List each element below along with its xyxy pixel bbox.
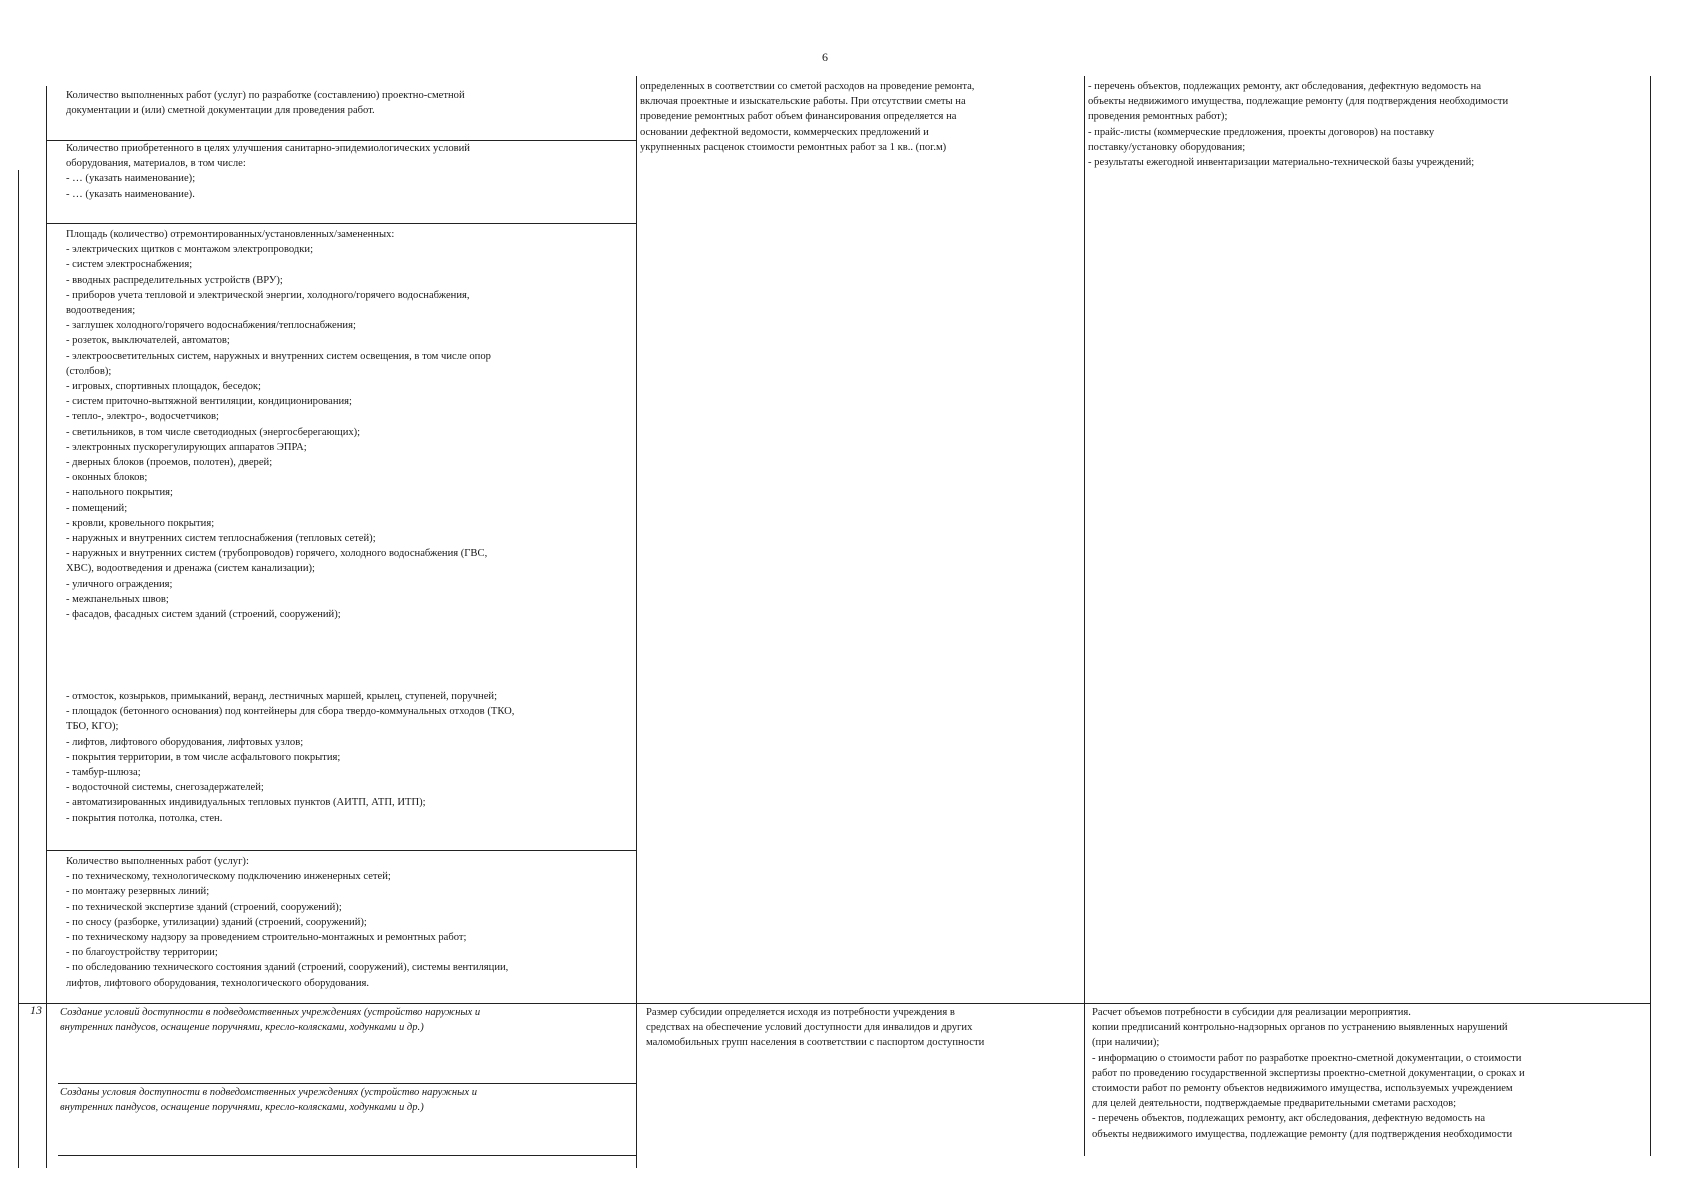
text-line: (столбов); (66, 365, 112, 377)
text-line: - отмосток, козырьков, примыканий, веранд, лестничных маршей, крылец, ступеней, поручней; (66, 691, 498, 702)
text-line: оборудования, материалов, в том числе: (66, 158, 246, 170)
table-right-border (1650, 76, 1651, 1156)
text-line: маломобильных групп населения в соответствии с паспортом доступности (646, 1037, 985, 1049)
text-line: - дверных блоков (проемов, полотен), дверей; (66, 457, 273, 469)
text-line: - игровых, спортивных площадок, беседок; (66, 381, 261, 393)
text-line: - кровли, кровельного покрытия; (66, 517, 215, 529)
text-line: лифтов, лифтового оборудования, технологического оборудования. (66, 977, 370, 989)
text-line: определенных в соответствии со сметой расходов на проведение ремонта, (640, 81, 975, 92)
text-line: средствах на обеспечение условий доступности для инвалидов и других (646, 1022, 973, 1034)
accessibility-measure (60, 1005, 480, 1035)
text-line: (при наличии); (1092, 1037, 1160, 1049)
text-line: - наружных и внутренних систем (трубопроводов) горячего, холодного водоснабжения (ГВС, (66, 548, 488, 560)
text-line: - информацию о стоимости работ по разработке проектно-сметной документации, о стоимости (1092, 1052, 1522, 1064)
indicator-repaired-items (66, 227, 491, 622)
text-line: - межпанельных швов; (66, 593, 169, 605)
text-line: для целей деятельности, подтверждаемые предварительными сметами расходов; (1092, 1098, 1457, 1110)
text-line: Расчет объемов потребности в субсидии для реализации мероприятия. (1092, 1007, 1411, 1018)
page-number: 6 (822, 50, 828, 64)
text-line: - тамбур-шлюза; (66, 767, 141, 779)
text-line: - электронных пускорегулирующих аппаратов ЭПРА; (66, 441, 307, 453)
text-line: - по монтажу резервных линий; (66, 886, 210, 898)
text-line: ХВС), водоотведения и дренажа (систем канализации); (66, 563, 315, 575)
divider-b2-b3 (46, 223, 636, 224)
text-line: - оконных блоков; (66, 472, 148, 484)
subsidy-supporting-documents (1092, 1005, 1525, 1142)
text-line: Количество выполненных работ (услуг): (66, 856, 249, 867)
text-line: - по обследованию технического состояния зданий (строений, сооружений), системы вентиляции, (66, 962, 509, 974)
text-line: - электроосветительных систем, наружных и внутренних систем освещения, в том числе опор (66, 350, 491, 362)
indicator-performed-services (66, 854, 508, 991)
text-line: - по техническому, технологическому подключению инженерных сетей; (66, 871, 391, 883)
text-line: Количество выполненных работ (услуг) по разработке (составлению) проектно-сметной (66, 90, 465, 101)
text-line: Площадь (количество) отремонтированных/установленных/замененных: (66, 229, 395, 240)
text-line: - по сносу (разборке, утилизации) зданий (строений, сооружений); (66, 916, 367, 928)
text-line: - лифтов, лифтового оборудования, лифтовых узлов; (66, 736, 304, 748)
table-col3-right-border (1084, 76, 1085, 1156)
text-line: - площадок (бетонного основания) под контейнеры для сбора твердо-коммунальных отходов (ТКО, (66, 706, 515, 718)
text-line: - … (указать наименование); (66, 173, 196, 185)
text-line: - по технической экспертизе зданий (строений, сооружений); (66, 901, 342, 913)
text-line: - автоматизированных индивидуальных тепловых пунктов (АИТП, АТП, ИТП); (66, 797, 426, 809)
text-line: - приборов учета тепловой и электрической энергии, холодного/горячего водоснабжения, (66, 289, 470, 301)
text-line: - покрытия территории, в том числе асфальтового покрытия; (66, 751, 341, 763)
text-line: - помещений; (66, 502, 128, 514)
row-number: 13 (30, 1003, 42, 1017)
text-line: поставку/установку оборудования; (1088, 141, 1246, 153)
divider-b3-b4 (46, 850, 636, 851)
accessibility-result (60, 1085, 477, 1115)
text-line: объекты недвижимого имущества, подлежащие ремонту (для подтверждения необходимости (1092, 1128, 1513, 1140)
text-line: - розеток, выключателей, автоматов; (66, 335, 230, 347)
text-line: Создание условий доступности в подведомственных учреждениях (устройство наружных и (60, 1007, 481, 1018)
text-line: водоотведения; (66, 305, 136, 317)
text-line: основании дефектной ведомости, коммерческих предложений и (640, 126, 929, 138)
row-divider-12-13 (18, 1003, 1650, 1004)
text-line: - вводных распределительных устройств (ВРУ); (66, 274, 283, 286)
text-line: проведения ремонтных работ); (1088, 111, 1228, 123)
text-line: стоимости работ по ремонту объектов недвижимого имущества, используемых учреждением (1092, 1083, 1513, 1095)
required-documents-list (1088, 79, 1508, 170)
text-line: объекты недвижимого имущества, подлежащие ремонту (для подтверждения необходимости (1088, 96, 1509, 108)
indicator-repaired-items-continued (66, 689, 514, 826)
text-line: - покрытия потолка, потолка, стен. (66, 812, 223, 824)
text-line: Количество приобретенного в целях улучшения санитарно-эпидемиологических условий (66, 143, 470, 154)
text-line: укрупненных расценок стоимости ремонтных работ за 1 кв.. (пог.м) (640, 141, 947, 153)
text-line: - перечень объектов, подлежащих ремонту, акт обследования, дефектную ведомость на (1092, 1113, 1486, 1125)
text-line: внутренних пандусов, оснащение поручнями, кресло-колясками, ходунками и др.) (60, 1102, 424, 1114)
text-line: включая проектные и изыскательские работы. При отсутствии сметы на (640, 96, 966, 108)
funding-calculation-method (640, 79, 974, 155)
text-line: - систем электроснабжения; (66, 259, 193, 271)
table-bottom-border (58, 1155, 636, 1156)
text-line: - систем приточно-вытяжной вентиляции, кондиционирования; (66, 396, 352, 408)
indicator-equipment-purchase (66, 141, 470, 202)
subsidy-size-method (646, 1005, 984, 1051)
text-line: - результаты ежегодной инвентаризации материально-технической базы учреждений; (1088, 157, 1475, 169)
text-line: - перечень объектов, подлежащих ремонту, акт обследования, дефектную ведомость на (1088, 81, 1482, 92)
text-line: копии предписаний контрольно-надзорных органов по устранению выявленных нарушений (1092, 1022, 1508, 1034)
text-line: проведение ремонтных работ объем финансирования определяется на (640, 111, 957, 123)
text-line: Размер субсидии определяется исходя из потребности учреждения в (646, 1007, 955, 1018)
text-line: - светильников, в том числе светодиодных (энергосберегающих); (66, 426, 361, 438)
text-line: документации и (или) сметной документации для проведения работ. (66, 105, 375, 117)
text-line: Созданы условия доступности в подведомственных учреждениях (устройство наружных и (60, 1087, 478, 1098)
divider-13-b1-b2 (58, 1083, 636, 1084)
text-line: - фасадов, фасадных систем зданий (строений, сооружений); (66, 609, 341, 621)
text-line: - наружных и внутренних систем теплоснабжения (тепловых сетей); (66, 533, 376, 545)
table-col2-left-border (46, 86, 47, 1168)
text-line: - заглушек холодного/горячего водоснабжения/теплоснабжения; (66, 320, 356, 332)
text-line: ТБО, КГО); (66, 721, 119, 733)
text-line: - электрических щитков с монтажом электропроводки; (66, 244, 314, 256)
text-line: - по благоустройству территории; (66, 947, 218, 959)
text-line: работ по проведению государственной экспертизы проектно-сметной документации, о сроках и (1092, 1067, 1525, 1079)
text-line: - напольного покрытия; (66, 487, 173, 499)
table-left-border (18, 170, 19, 1168)
text-line: - прайс-листы (коммерческие предложения, проекты договоров) на поставку (1088, 126, 1435, 138)
text-line: - тепло-, электро-, водосчетчиков; (66, 411, 219, 423)
indicator-design-docs (66, 88, 465, 118)
text-line: - по техническому надзору за проведением строительно-монтажных и ремонтных работ; (66, 932, 467, 944)
table-col2-right-border (636, 76, 637, 1168)
text-line: - уличного ограждения; (66, 578, 173, 590)
text-line: внутренних пандусов, оснащение поручнями, кресло-колясками, ходунками и др.) (60, 1022, 424, 1034)
text-line: - водосточной системы, снегозадержателей; (66, 782, 264, 794)
text-line: - … (указать наименование). (66, 188, 195, 200)
